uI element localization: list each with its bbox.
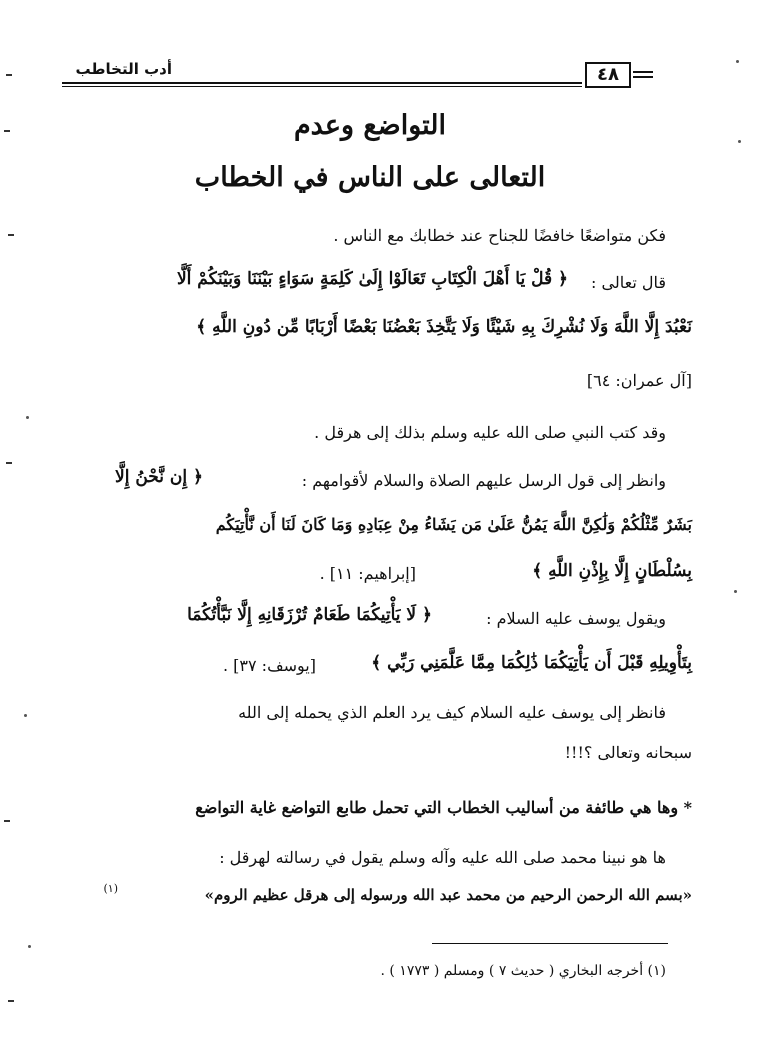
yusuf-reflection-line1: فانظر إلى يوسف عليه السلام كيف يرد العلم الذي يحمله إلى الله bbox=[238, 703, 666, 722]
scan-speck bbox=[734, 590, 737, 593]
header-rule bbox=[62, 82, 582, 84]
section-title-line2: التعالى على الناس في الخطاب bbox=[194, 162, 546, 193]
prophet-letter-note: وقد كتب النبي صلى الله عليه وسلم بذلك إلى هرقل . bbox=[314, 423, 666, 442]
verse1-line1: ﴿ قُلْ يَا أَهْلَ الْكِتَابِ تَعَالَوْا إِلَىٰ كَلِمَةٍ سَوَاءٍ بَيْنَنَا وَبَيْنَكُمْ أَلَّا bbox=[176, 269, 568, 289]
page-number-ornament-2 bbox=[633, 76, 653, 78]
footnote-marker: (١) bbox=[103, 882, 118, 895]
footnote-text: (١) أخرجه البخاري ( حديث ٧ ) ومسلم ( ١٧٧٣ ) . bbox=[380, 963, 666, 979]
header-rule-thin bbox=[62, 86, 582, 87]
verse2-line3: بِسُلْطَانٍ إِلَّا بِإِذْنِ اللَّهِ ﴾ bbox=[532, 561, 692, 581]
footnote-separator bbox=[432, 943, 668, 944]
scan-mark bbox=[4, 130, 10, 132]
scan-speck bbox=[24, 714, 27, 717]
verse1-line2: نَعْبُدَ إِلَّا اللَّهَ وَلَا نُشْرِكَ بِهِ شَيْئًا وَلَا يَتَّخِذَ بَعْضُنَا بَعْضًا أَرْبَابًا مِّن دُونِ اللَّهِ ﴾ bbox=[196, 317, 692, 337]
scan-mark bbox=[8, 234, 14, 236]
scan-speck bbox=[736, 60, 739, 63]
page-number: ٤٨ bbox=[585, 62, 631, 88]
scan-mark bbox=[8, 1000, 14, 1002]
verse2-line2: بَشَرٌ مِّثْلُكُمْ وَلَٰكِنَّ اللَّهَ يَمُنُّ عَلَىٰ مَن يَشَاءُ مِنْ عِبَادِهِ وَمَا كَانَ لَنَا أَن نَّأْتِيَكُم bbox=[215, 515, 692, 534]
scan-mark bbox=[6, 462, 12, 464]
messengers-intro: وانظر إلى قول الرسل عليهم الصلاة والسلام لأقوامهم : bbox=[301, 471, 666, 490]
verse3-start: ﴿ لَا يَأْتِيكُمَا طَعَامٌ تُرْزَقَانِهِ إِلَّا نَبَّأْتُكُمَا bbox=[187, 605, 432, 625]
scan-speck bbox=[28, 945, 31, 948]
running-header-title: أدب التخاطب bbox=[75, 60, 172, 78]
verse3-reference: [يوسف: ٣٧] . bbox=[222, 656, 316, 675]
intro-paragraph: فكن متواضعًا خافضًا للجناح عند خطابك مع الناس . bbox=[333, 226, 666, 245]
verse2-reference: [إبراهيم: ١١] . bbox=[319, 564, 416, 583]
yusuf-intro: ويقول يوسف عليه السلام : bbox=[486, 609, 666, 628]
page-number-ornament bbox=[633, 71, 653, 73]
verse2-start: ﴿ إِن نَّحْنُ إِلَّا bbox=[115, 467, 203, 487]
verse3-line2: بِتَأْوِيلِهِ قَبْلَ أَن يَأْتِيَكُمَا ذَٰلِكُمَا مِمَّا عَلَّمَنِي رَبِّي ﴾ bbox=[371, 653, 692, 673]
section-title-line1: التواضع وعدم bbox=[293, 110, 447, 141]
verse1-intro: قال تعالى : bbox=[591, 273, 666, 292]
scan-mark bbox=[4, 820, 10, 822]
styles-heading: * وها هي طائفة من أساليب الخطاب التي تحمل طابع التواضع غاية التواضع bbox=[195, 798, 692, 817]
scan-mark bbox=[6, 74, 12, 76]
prophet-letter-line2: «بسم الله الرحمن الرحيم من محمد عبد الله ورسوله إلى هرقل عظيم الروم» bbox=[204, 886, 692, 904]
prophet-letter-line1: ها هو نبينا محمد صلى الله عليه وآله وسلم يقول في رسالته لهرقل : bbox=[219, 848, 666, 867]
scan-speck bbox=[738, 140, 741, 143]
verse1-reference: [آل عمران: ٦٤] bbox=[586, 371, 692, 390]
yusuf-reflection-line2: سبحانه وتعالى ؟!!! bbox=[564, 743, 692, 762]
scan-speck bbox=[26, 416, 29, 419]
